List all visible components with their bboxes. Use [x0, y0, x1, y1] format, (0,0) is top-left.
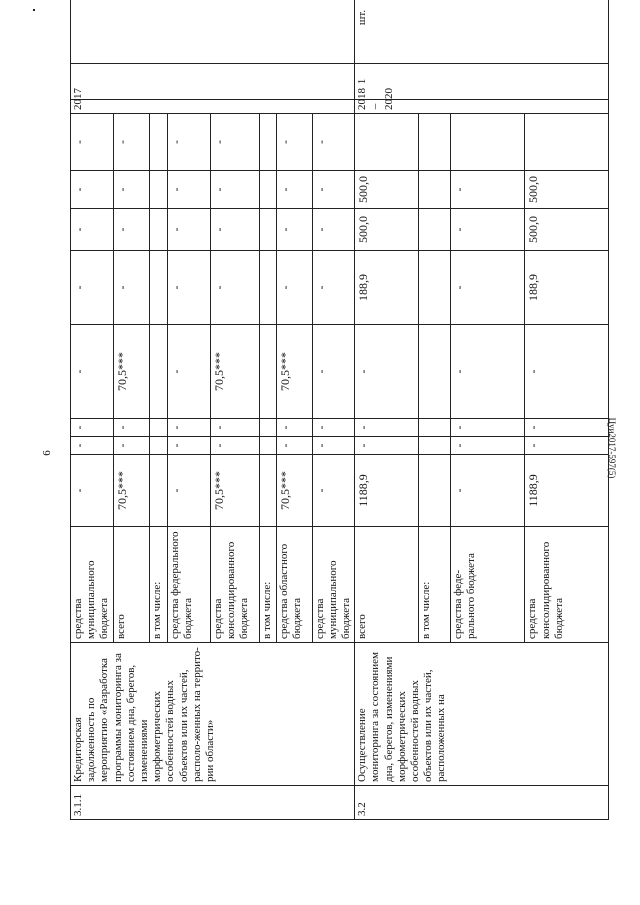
row-3-1-1-unit [71, 0, 355, 64]
source-label: средства консолидированного бюджета [210, 527, 259, 643]
value-cell: - [167, 437, 210, 455]
value-cell: - [276, 437, 312, 455]
value-cell: 1188,9 [525, 455, 608, 527]
value-cell: - [113, 171, 149, 209]
source-label: средства феде-рального бюджета [450, 527, 524, 643]
value-cell: - [355, 437, 419, 455]
value-cell: - [210, 171, 259, 209]
value-cell: 188,9 [355, 251, 419, 325]
value-cell: - [355, 419, 419, 437]
value-cell: - [113, 251, 149, 325]
value-cell [259, 455, 276, 527]
value-cell [418, 114, 450, 171]
value-cell: - [167, 419, 210, 437]
value-cell [149, 325, 167, 419]
value-cell: - [71, 325, 114, 419]
page-number: 6 [40, 450, 53, 456]
value-cell: - [71, 114, 114, 171]
value-cell: - [71, 171, 114, 209]
row-3-1-1-quantity [71, 64, 355, 100]
row-3-1-1-line [71, 0, 114, 820]
value-cell: - [450, 171, 524, 209]
value-cell [418, 455, 450, 527]
value-cell: - [312, 325, 355, 419]
value-cell [418, 437, 450, 455]
value-cell [355, 114, 419, 171]
value-cell: - [71, 437, 114, 455]
source-label: в том числе: [149, 527, 167, 643]
value-cell [149, 251, 167, 325]
value-cell: - [450, 251, 524, 325]
value-cell: - [525, 419, 608, 437]
value-cell: - [113, 419, 149, 437]
value-cell: - [450, 419, 524, 437]
value-cell [259, 251, 276, 325]
value-cell: 70,5*** [210, 455, 259, 527]
value-cell: - [525, 325, 608, 419]
source-label: в том числе: [259, 527, 276, 643]
source-label: всего [355, 527, 419, 643]
value-cell: 500,0 [525, 171, 608, 209]
value-cell: - [71, 251, 114, 325]
value-cell: - [71, 209, 114, 251]
source-label: средства муниципального бюджета [312, 527, 355, 643]
value-cell [259, 419, 276, 437]
value-cell [418, 419, 450, 437]
value-cell: 70,5*** [276, 325, 312, 419]
value-cell: - [167, 251, 210, 325]
value-cell: - [167, 325, 210, 419]
row-3-2-quantity: 1 [355, 64, 609, 100]
value-cell [259, 171, 276, 209]
value-cell: - [276, 114, 312, 171]
value-cell: 70,5*** [276, 455, 312, 527]
row-3-1-1-number: 3.1.1 [71, 786, 355, 820]
value-cell: - [113, 114, 149, 171]
source-label: средства федерального бюджета [167, 527, 210, 643]
row-3-2-year: 2018 – 2020 [355, 100, 609, 114]
value-cell [149, 419, 167, 437]
value-cell [418, 325, 450, 419]
value-cell: - [71, 419, 114, 437]
value-cell: - [312, 114, 355, 171]
value-cell: - [312, 209, 355, 251]
value-cell: - [312, 171, 355, 209]
value-cell: 70,5*** [113, 325, 149, 419]
value-cell: - [450, 455, 524, 527]
value-cell [149, 437, 167, 455]
value-cell: 500,0 [355, 209, 419, 251]
value-cell: - [71, 455, 114, 527]
row-3-2-title: Осуществление мониторинга за состоянием дна, берегов, изменениями морфометрических особенностей водных объектов или их частей, расположенных на [355, 643, 609, 786]
value-cell: - [276, 209, 312, 251]
value-cell: - [276, 419, 312, 437]
value-cell: 70,5*** [210, 325, 259, 419]
value-cell [525, 114, 608, 171]
row-3-2-line [355, 0, 419, 820]
value-cell [149, 171, 167, 209]
value-cell: - [210, 437, 259, 455]
value-cell: - [167, 114, 210, 171]
source-label: средства муниципального бюджета [71, 527, 114, 643]
value-cell: 70,5*** [113, 455, 149, 527]
value-cell: - [210, 209, 259, 251]
value-cell: - [450, 325, 524, 419]
value-cell: - [312, 419, 355, 437]
value-cell: - [355, 325, 419, 419]
rotated-table-wrapper [70, 9, 565, 820]
source-label: средства консолидированного бюджета [525, 527, 608, 643]
value-cell: 500,0 [525, 209, 608, 251]
value-cell: 1188,9 [355, 455, 419, 527]
value-cell: - [450, 209, 524, 251]
value-cell: - [210, 114, 259, 171]
value-cell: - [312, 437, 355, 455]
row-3-1-1-title: Кредиторская задолженность по мероприятию «Разработка программы мониторинга за состоянием дна, берегов, изменениями морфометрических особенностей водных объектов или их частей, располо-женных на террито-рии области» [71, 643, 355, 786]
value-cell: - [113, 209, 149, 251]
scan-dot [33, 9, 35, 11]
value-cell [149, 209, 167, 251]
value-cell: - [525, 437, 608, 455]
value-cell: - [210, 419, 259, 437]
value-cell: - [276, 251, 312, 325]
value-cell: - [312, 455, 355, 527]
value-cell [418, 209, 450, 251]
value-cell: 188,9 [525, 251, 608, 325]
value-cell [149, 455, 167, 527]
value-cell: - [167, 455, 210, 527]
row-3-1-1-year: 2017 [71, 100, 355, 114]
value-cell [259, 437, 276, 455]
value-cell: - [167, 209, 210, 251]
budget-table [70, 0, 609, 820]
value-cell: 500,0 [355, 171, 419, 209]
value-cell [259, 209, 276, 251]
value-cell [149, 114, 167, 171]
value-cell [450, 114, 524, 171]
value-cell: - [210, 251, 259, 325]
row-3-2-number: 3.2 [355, 786, 609, 820]
document-code: Цуи2017-597(5) [607, 417, 617, 479]
value-cell: - [276, 171, 312, 209]
value-cell: - [167, 171, 210, 209]
value-cell: - [113, 437, 149, 455]
value-cell: - [450, 437, 524, 455]
value-cell [418, 171, 450, 209]
source-label: всего [113, 527, 149, 643]
source-label: средства областного бюджета [276, 527, 312, 643]
row-3-2-unit: шт. [355, 0, 609, 64]
source-label: в том числе: [418, 527, 450, 643]
value-cell: - [312, 251, 355, 325]
value-cell [259, 325, 276, 419]
value-cell [259, 114, 276, 171]
value-cell [418, 251, 450, 325]
